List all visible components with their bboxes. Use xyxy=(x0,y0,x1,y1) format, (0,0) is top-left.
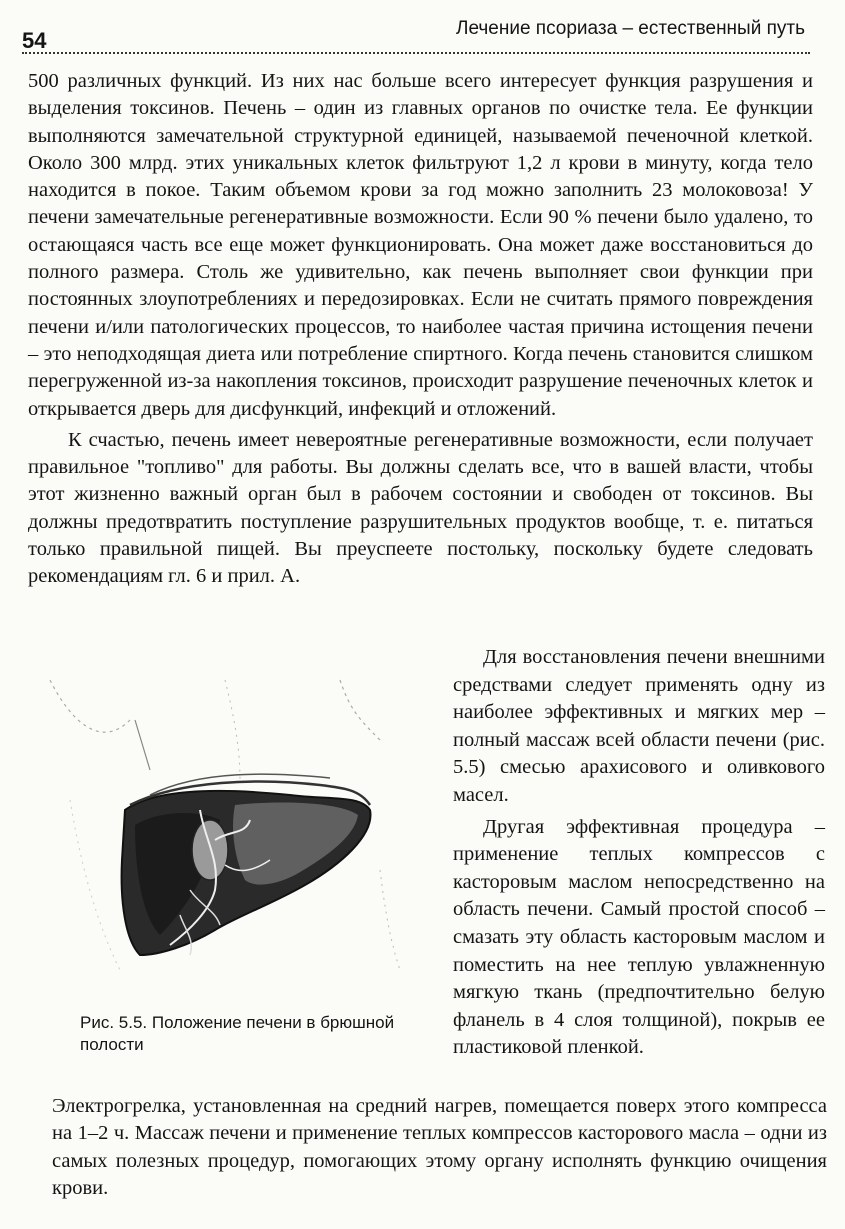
liver-illustration xyxy=(40,660,440,980)
figure-caption: Рис. 5.5. Положение печени в брюшной полости xyxy=(80,1013,395,1054)
paragraph-2: К счастью, печень имеет невероятные регенеративные возможности, если получает правильное "топливо" для работы. Вы должны сделать все, что в вашей власти, чтобы этот жизненно важный орган был в рабочем состоянии и свободен от токсинов. Вы должны предотвратить поступление разрушительных продуктов вообще, т. е. питаться только правильной пищей. Вы преуспеете постольку, поскольку будете следовать рекомендациям гл. 6 и прил. А. xyxy=(28,428,813,588)
liver-drawing xyxy=(40,660,440,980)
paragraph-3: Для восстановления печени внешними средствами следует применять одну из наиболее эффективных и мягких мер – полный массаж всей области печени (рис. 5.5) смесью арахисового и оливкового масел. xyxy=(453,646,825,806)
side-column-text xyxy=(453,644,825,1062)
paragraph-1: 500 различных функций. Из них нас больше всего интересует функция разрушения и выделения токсинов. Печень – один из главных органов по очистке тела. Ее функции выполняются замечательной структурной единицей, называемой печеночной клеткой. Около 300 млрд. этих уникальных клеток фильтруют 1,2 л крови в минуту, когда тело находится в покое. Таким объемом крови за год можно заполнить 23 молоковоза! У печени замечательные регенеративные возможности. Если 90 % печени было удалено, то остающаяся часть все еще может функционировать. Она может даже восстановиться до полного размера. Столь же удивительно, как печень выполняет свои функции при постоянных злоупотреблениях и передозировках. Если не считать прямого повреждения печени и/или патологических процессов, то наиболее частая причина истощения печени – это неподходящая диета или потребление спиртного. Когда печень становится слишком перегруженной из-за накопления токсинов, происходит разрушение печеночных клеток и открывается дверь для дисфункций, инфекций и отложений. xyxy=(28,70,813,420)
page-number: 54 xyxy=(22,28,47,53)
header-divider xyxy=(22,52,810,54)
running-head: Лечение псориаза – естественный путь xyxy=(455,18,805,39)
paragraph-4: Другая эффективная процедура – применение теплых компрессов с касторовым маслом непосредственно на область печени. Самый простой способ – смазать эту область касторовым маслом и поместить на нее теплую увлажненную мягкую ткань (предпочтительно белую фланель в 4 слоя толщиной), покрыв ее пластиковой пленкой. xyxy=(453,815,825,1059)
paragraph-5: Электрогрелка, установленная на средний нагрев, помещается поверх этого компресса на 1–2 ч. Массаж печени и применение теплых компрессов касторового масла – одни из самых полезных процедур, помогающих этому органу исполнять функцию очищения крови. xyxy=(52,1095,827,1199)
main-text xyxy=(28,68,813,591)
